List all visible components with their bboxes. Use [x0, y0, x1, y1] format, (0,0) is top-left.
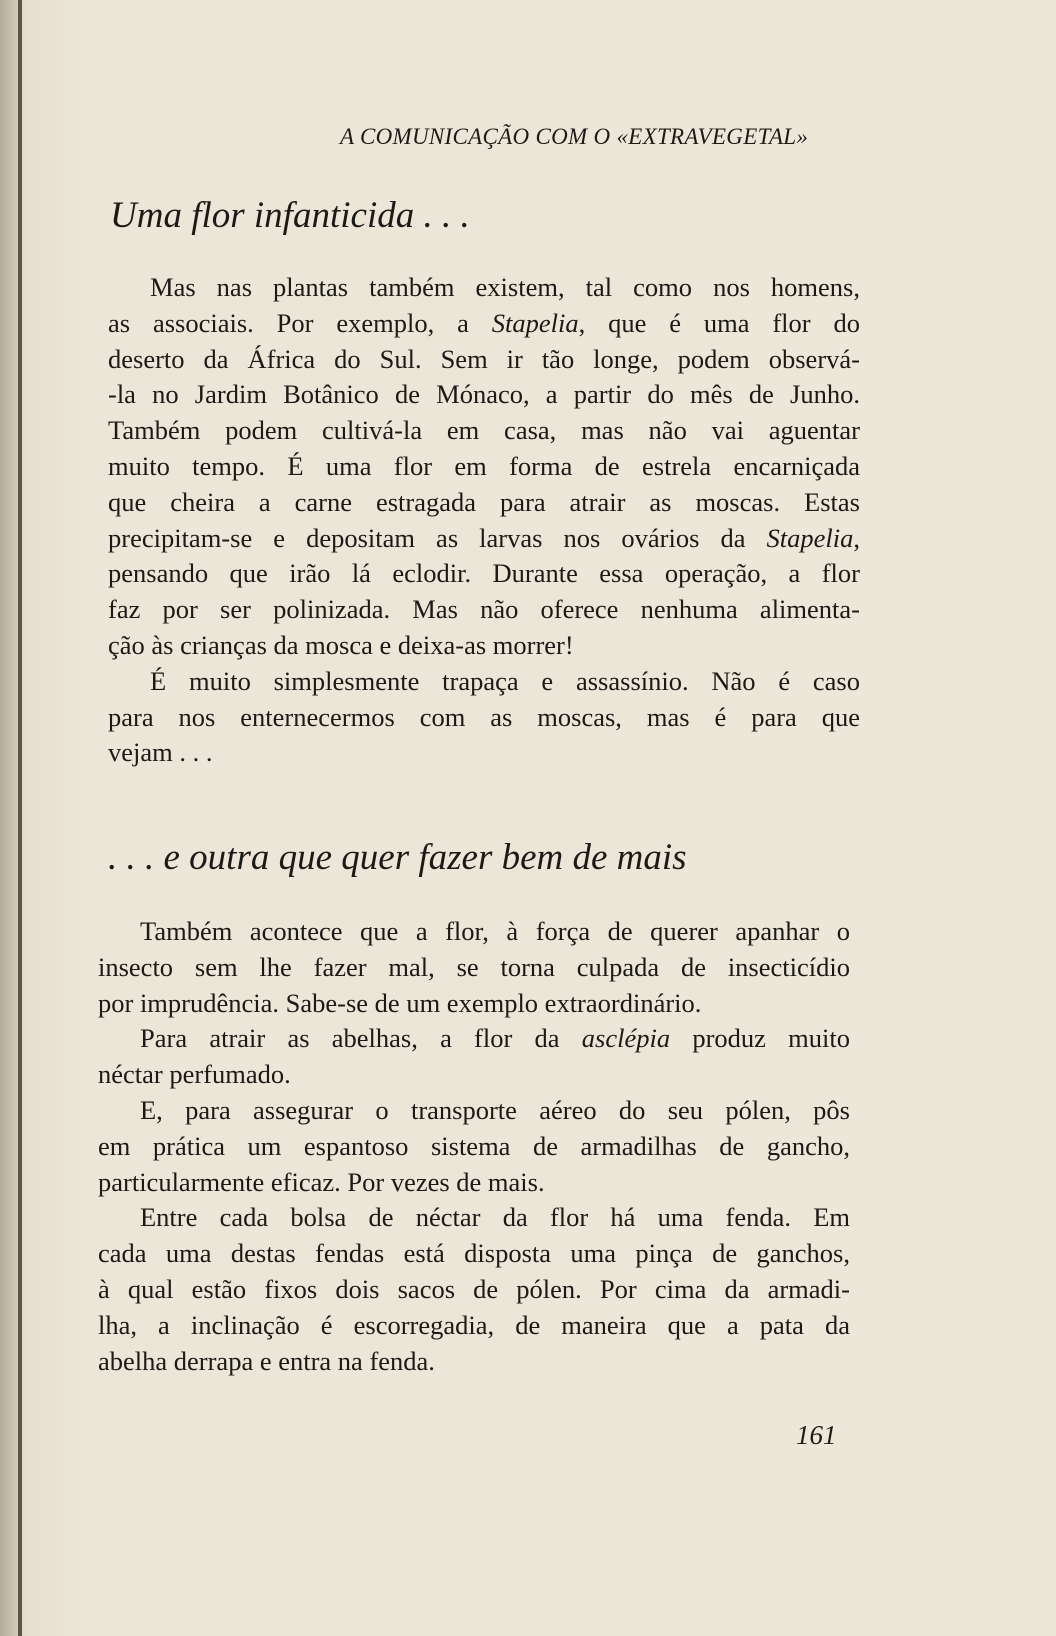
text-line: -la no Jardim Botânico de Mónaco, a partir do mês de Junho.	[108, 379, 860, 410]
species-name: asclépia	[581, 1023, 671, 1054]
text-line: néctar perfumado.	[98, 1059, 291, 1090]
text-line: precipitam-se e depositam as larvas nos ovários da Stapelia,	[108, 522, 860, 553]
text-line: deserto da África do Sul. Sem ir tão longe, podem observá-	[108, 343, 860, 374]
text-line: à qual estão fixos dois sacos de pólen. Por cima da armadi-	[98, 1273, 850, 1304]
text-line: Também podem cultivá-la em casa, mas não vai aguentar	[108, 415, 860, 446]
text-line: Entre cada bolsa de néctar da flor há uma fenda. Em	[140, 1202, 850, 1233]
running-head: A COMUNICAÇÃO COM O «EXTRAVEGETAL»	[340, 124, 809, 149]
spine-line	[18, 0, 22, 1636]
text-line: Para atrair as abelhas, a flor da asclépia produz muito	[140, 1023, 850, 1054]
text-line: lha, a inclinação é escorregadia, de maneira que a pata da	[98, 1309, 850, 1340]
text-line: por imprudência. Sabe-se de um exemplo extraordinário.	[98, 987, 702, 1018]
page-number: 161	[796, 1420, 837, 1450]
text-line: ção às crianças da mosca e deixa-as morrer!	[108, 629, 574, 660]
spine-shadow	[0, 0, 18, 1636]
species-name: Stapelia	[491, 307, 579, 338]
section-title-2: . . . e outra que quer fazer bem de mais	[108, 837, 687, 878]
text-line: vejam . . .	[108, 737, 213, 768]
text-line: Também acontece que a flor, à força de querer apanhar o	[140, 916, 850, 946]
text-line: para nos enternecermos com as moscas, mas é para que	[108, 701, 860, 732]
text-line: É muito simplesmente trapaça e assassínio. Não é caso	[150, 665, 860, 696]
text-line: abelha derrapa e entra na fenda.	[98, 1345, 435, 1376]
text-line: as associais. Por exemplo, a Stapelia, que é uma flor do	[108, 307, 860, 338]
text-line: que cheira a carne estragada para atrair as moscas. Estas	[108, 486, 860, 517]
text-line: cada uma destas fendas está disposta uma pinça de ganchos,	[98, 1238, 850, 1269]
text-line: E, para assegurar o transporte aéreo do seu pólen, pôs	[140, 1094, 850, 1125]
section-1-body	[108, 270, 860, 771]
text-line: faz por ser polinizada. Mas não oferece nenhuma alimenta-	[108, 594, 860, 625]
section-2-body	[98, 914, 850, 1379]
text-line: pensando que irão lá eclodir. Durante essa operação, a flor	[108, 558, 860, 589]
text-line: particularmente eficaz. Por vezes de mais.	[98, 1166, 545, 1197]
text-line: muito tempo. É uma flor em forma de estrela encarniçada	[108, 450, 860, 481]
text-line: insecto sem lhe fazer mal, se torna culpada de insecticídio	[98, 951, 850, 982]
text-line: Mas nas plantas também existem, tal como nos homens,	[150, 272, 860, 302]
section-title-1: Uma flor infanticida . . .	[110, 195, 470, 236]
text-line: em prática um espantoso sistema de armadilhas de gancho,	[98, 1130, 850, 1161]
species-name: Stapelia	[766, 522, 854, 553]
